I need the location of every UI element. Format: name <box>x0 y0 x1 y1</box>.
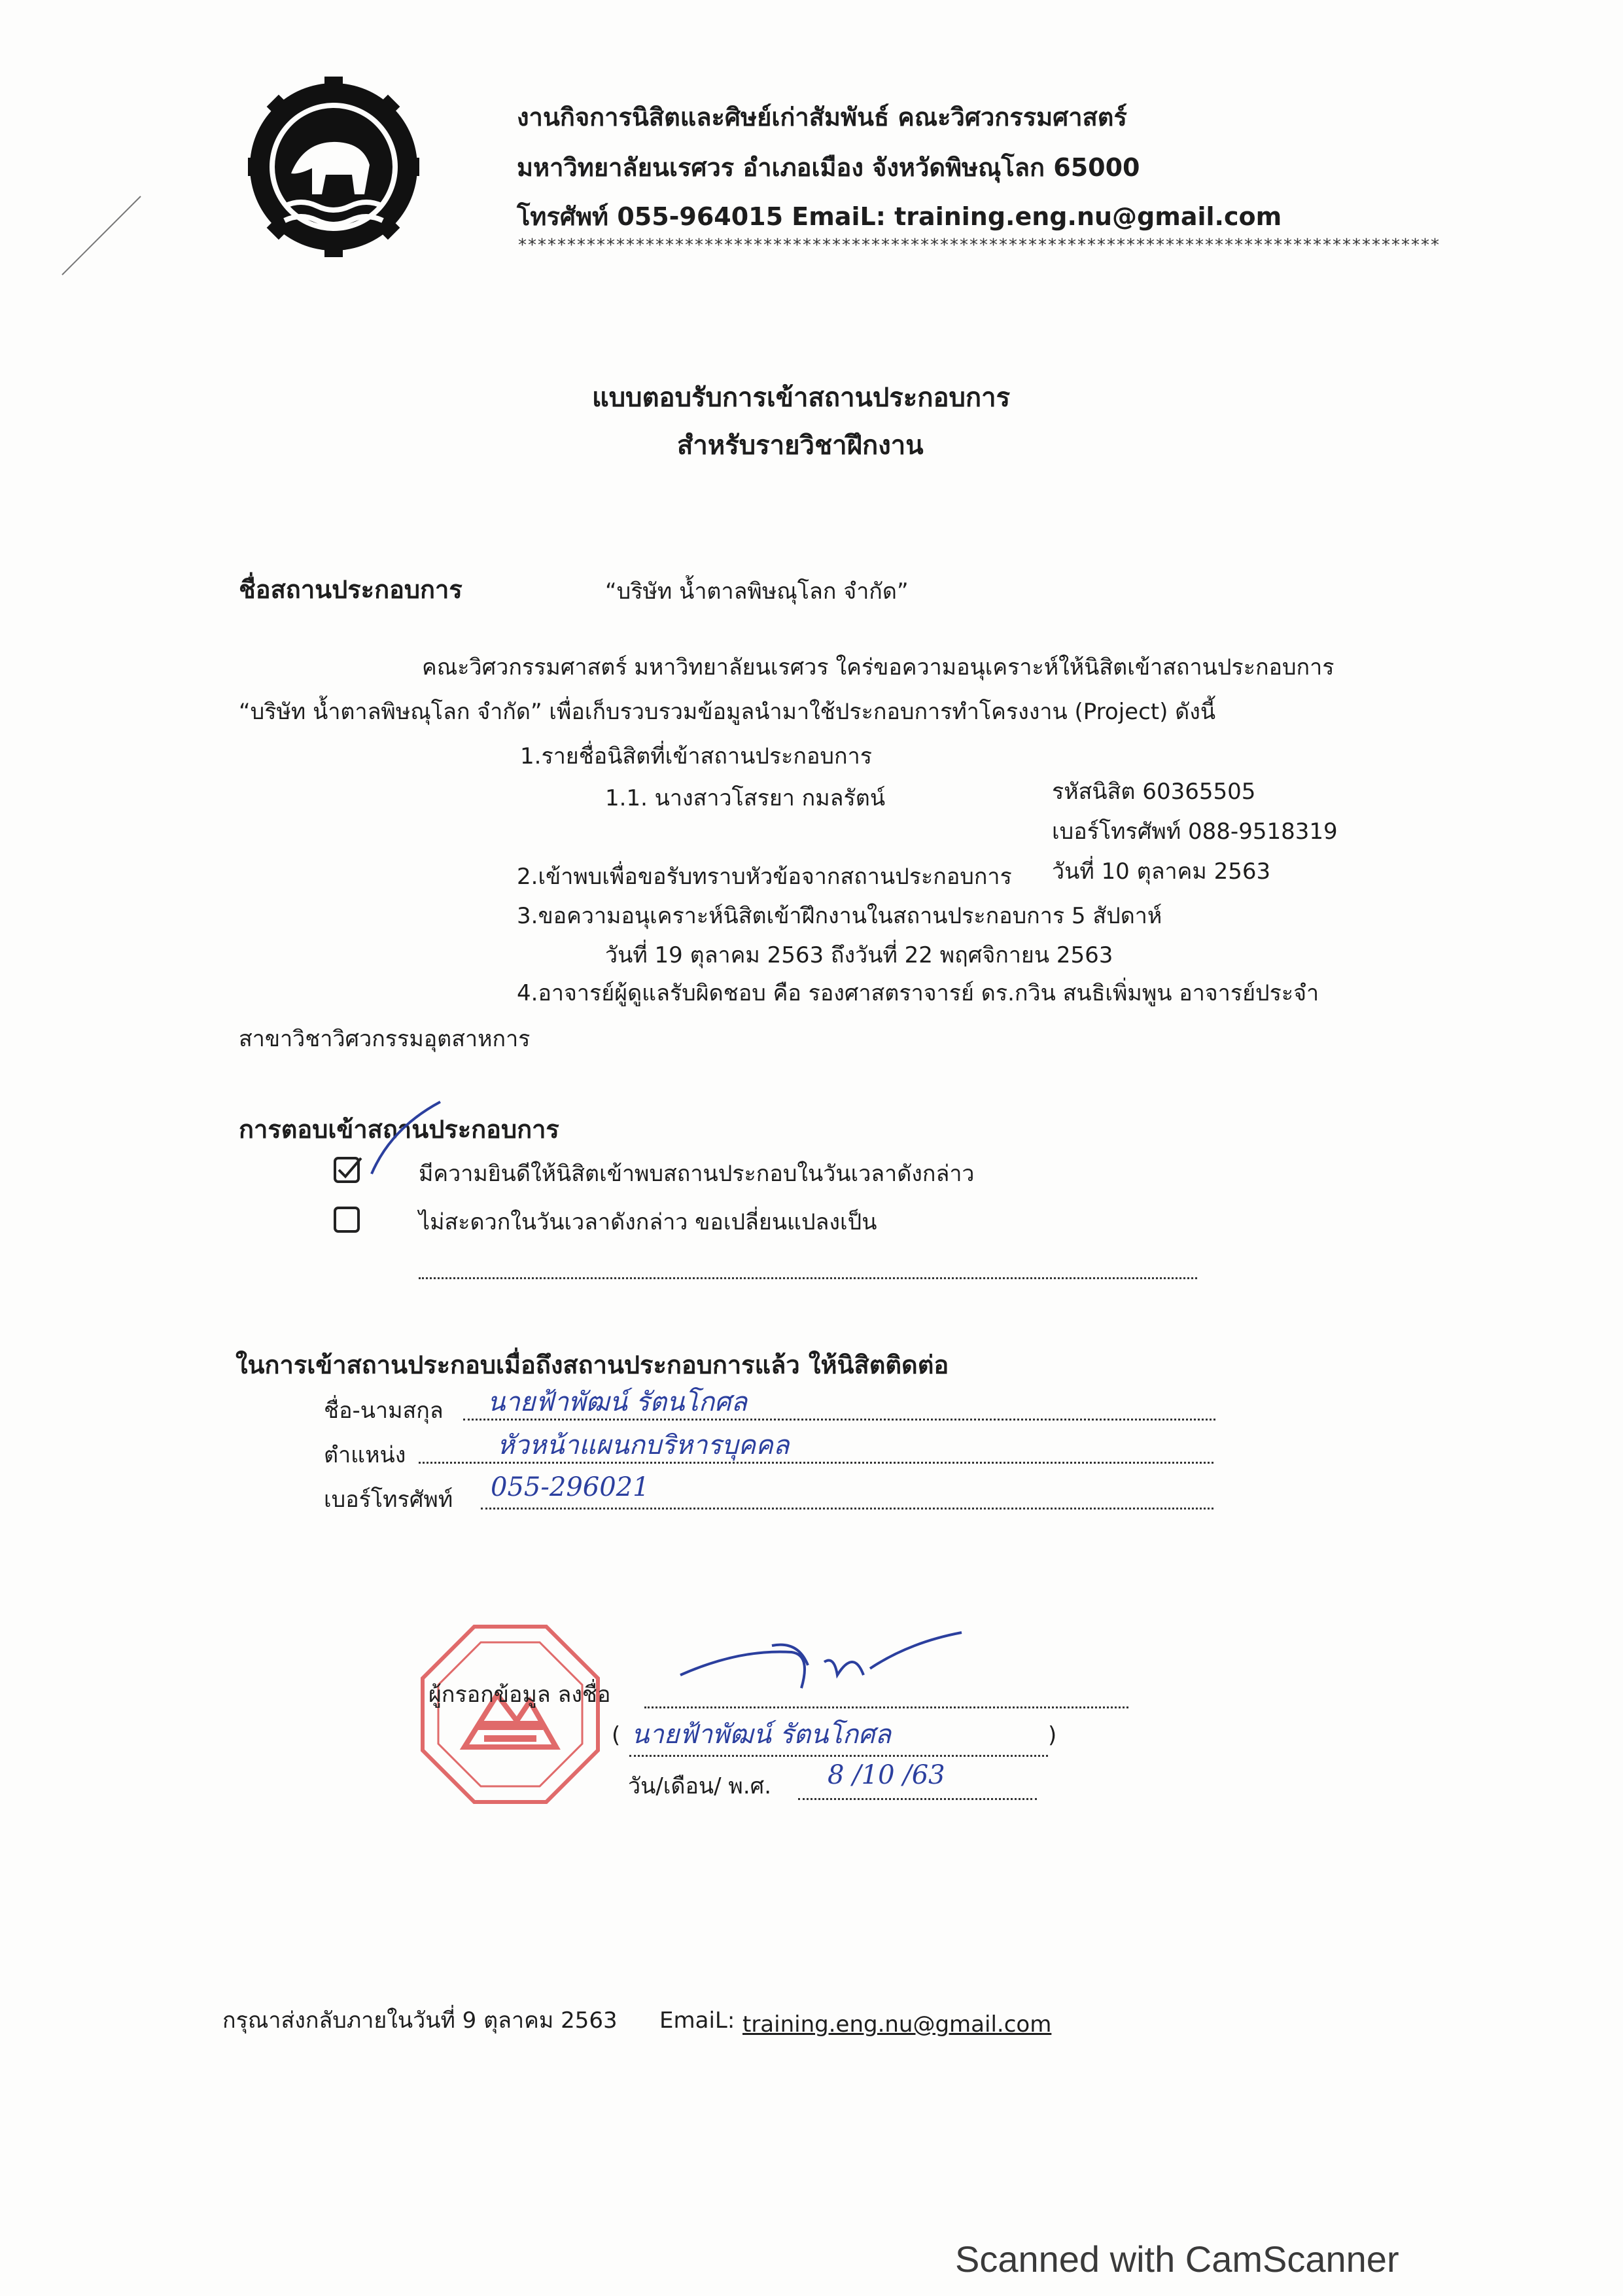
date-value: 8 /10 /63 <box>828 1760 945 1790</box>
signature-line <box>644 1706 1128 1708</box>
contact-phone-label: เบอร์โทรศัพท์ <box>324 1487 453 1513</box>
signer-paren-close: ) <box>1048 1722 1057 1748</box>
header-divider: ********************************************************************************************** <box>518 236 1440 255</box>
contact-position-label: ตำแหน่ง <box>324 1442 406 1468</box>
response-heading: การตอบเข้าสถานประกอบการ <box>239 1115 559 1144</box>
intro-line-2: “บริษัท น้ำตาลพิษณุโลก จำกัด” เพื่อเก็บรวบรวมข้อมูลนำมาใช้ประกอบการทำโครงงาน (Project) ดังนี้ <box>239 699 1216 725</box>
signer-label: ผู้กรอกข้อมูล ลงชื่อ <box>428 1682 611 1708</box>
check-icon <box>335 1156 364 1182</box>
item-3-dates: วันที่ 19 ตุลาคม 2563 ถึงวันที่ 22 พฤศจิกายน 2563 <box>605 942 1113 968</box>
item-2: 2.เข้าพบเพื่อขอรับทราบหัวข้อจากสถานประกอบการ <box>517 864 1012 890</box>
company-stamp <box>419 1623 602 1806</box>
item-3: 3.ขอความอนุเคราะห์นิสิตเข้าฝึกงานในสถานประกอบการ 5 สัปดาห์ <box>517 903 1162 929</box>
student-phone: เบอร์โทรศัพท์ 088-9518319 <box>1052 819 1338 845</box>
header-line-1: งานกิจการนิสิตและศิษย์เก่าสัมพันธ์ คณะวิศวกรรมศาสตร์ <box>517 103 1127 132</box>
item-4-cont: สาขาวิชาวิศวกรรมอุตสาหการ <box>239 1026 531 1052</box>
option-2-blank-line <box>419 1277 1197 1279</box>
company-label: ชื่อสถานประกอบการ <box>239 575 462 604</box>
item-2-date: วันที่ 10 ตุลาคม 2563 <box>1052 858 1271 885</box>
date-label: วัน/เดือน/ พ.ศ. <box>628 1773 772 1799</box>
form-subtitle: สำหรับรายวิชาฝึกงาน <box>677 431 924 461</box>
student-name: 1.1. นางสาวโสรยา กมลรัตน์ <box>605 785 886 811</box>
option-2-checkbox[interactable] <box>334 1207 360 1233</box>
contact-position-value: หัวหน้าแผนกบริหารบุคคล <box>497 1430 790 1460</box>
intro-line-1: คณะวิศวกรรมศาสตร์ มหาวิทยาลัยนเรศวร ใคร่ขอความอนุเคราะห์ให้นิสิตเข้าสถานประกอบการ <box>422 654 1335 680</box>
faculty-logo <box>245 75 422 265</box>
item-1: 1.รายชื่อนิสิตที่เข้าสถานประกอบการ <box>520 743 872 769</box>
company-name: “บริษัท น้ำตาลพิษณุโลก จำกัด” <box>605 578 909 605</box>
scanner-watermark: Scanned with CamScanner <box>955 2238 1399 2280</box>
item-4: 4.อาจารย์ผู้ดูแลรับผิดชอบ คือ รองศาสตราจารย์ ดร.กวิน สนธิเพิ่มพูน อาจารย์ประจำ <box>517 980 1319 1006</box>
signer-name-value: นายฟ้าพัฒน์ รัตนโกศล <box>631 1720 891 1750</box>
footer-email-link[interactable]: training.eng.nu@gmail.com <box>742 2011 1052 2038</box>
header-line-3: โทรศัพท์ 055-964015 EmaiL: training.eng.nu@gmail.com <box>517 202 1282 231</box>
scan-stroke <box>56 190 147 281</box>
signature <box>674 1629 975 1701</box>
contact-heading: ในการเข้าสถานประกอบเมื่อถึงสถานประกอบการแล้ว ให้นิสิตติดต่อ <box>236 1351 949 1379</box>
return-deadline: กรุณาส่งกลับภายในวันที่ 9 ตุลาคม 2563 <box>222 2007 618 2034</box>
contact-phone-line <box>481 1508 1213 1510</box>
contact-phone-value: 055-296021 <box>491 1472 650 1502</box>
signer-paren-open: ( <box>612 1722 621 1748</box>
option-2-label: ไม่สะดวกในวันเวลาดังกล่าว ขอเปลี่ยนแปลงเป็น <box>419 1209 877 1235</box>
signer-name-line <box>629 1755 1048 1757</box>
header-line-2: มหาวิทยาลัยนเรศวร อำเภอเมือง จังหวัดพิษณุโลก 65000 <box>517 153 1140 182</box>
option-1-label: มีความยินดีให้นิสิตเข้าพบสถานประกอบในวันเวลาดังกล่าว <box>419 1161 975 1187</box>
footer-email-label: EmaiL: <box>659 2007 735 2034</box>
student-id: รหัสนิสิต 60365505 <box>1052 779 1256 805</box>
contact-name-label: ชื่อ-นามสกุล <box>324 1398 444 1424</box>
contact-name-value: นายฟ้าพัฒน์ รัตนโกศล <box>487 1387 747 1417</box>
date-line <box>798 1798 1037 1800</box>
form-title: แบบตอบรับการเข้าสถานประกอบการ <box>592 383 1011 413</box>
